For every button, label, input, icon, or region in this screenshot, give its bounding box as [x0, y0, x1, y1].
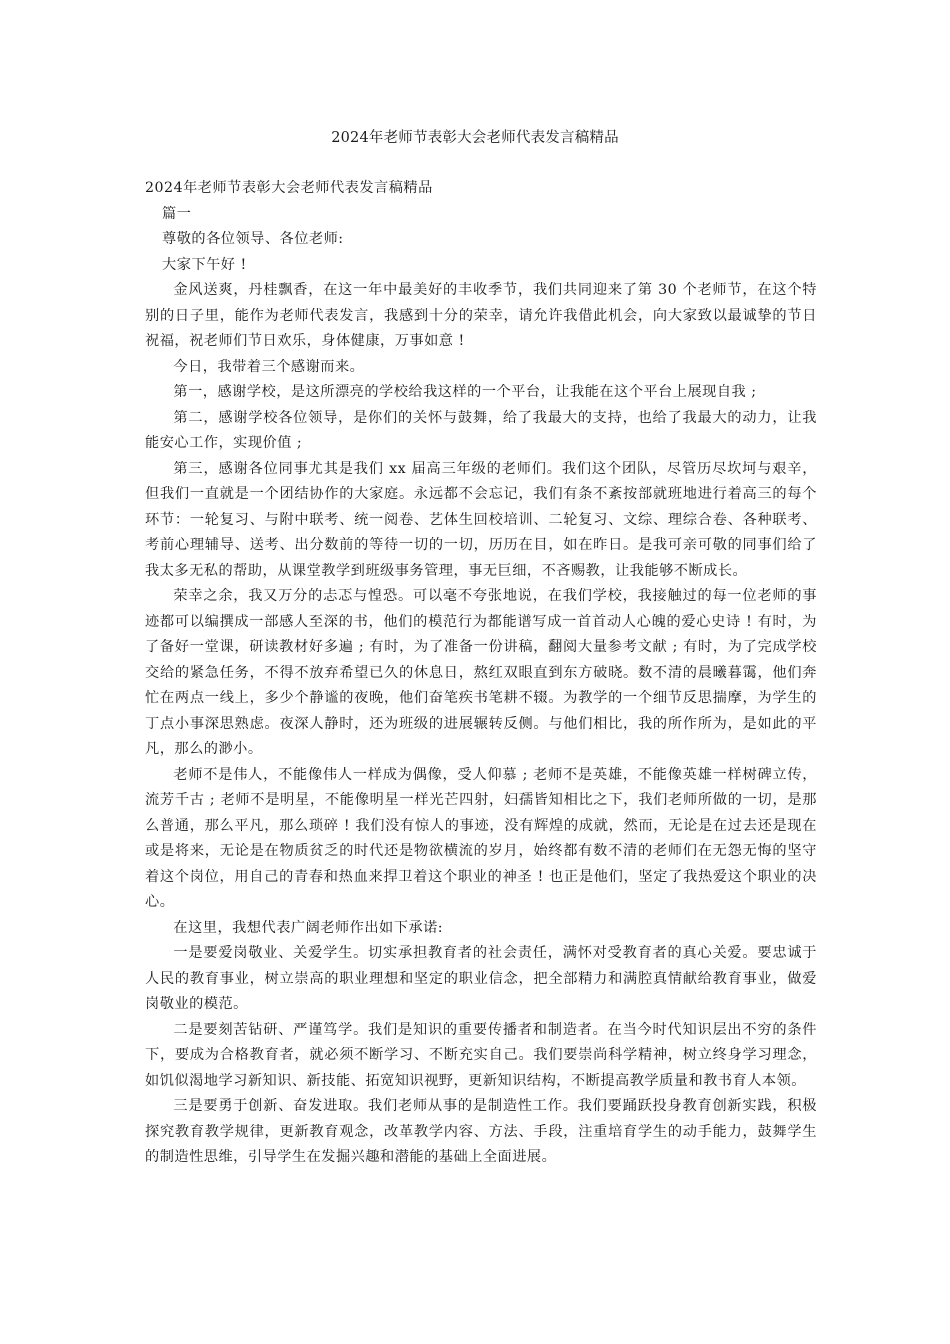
paragraph: 荣幸之余，我又万分的忐忑与惶恐。可以毫不夸张地说，在我们学校，我接触过的每一位老师的事迹都可以编撰成一部感人至深的书，他们的模范行为都能谱写成一首首动人心魄的爱心史诗 ! 有时，为了备好一堂课，研读教材好多遍 ; 有时，为了准备一份讲稿，翻阅大量参考文献 ; 有时，为了完成学校交给的紧急任务，不得不放弃希望已久的休息日，熬红双眼直到东方破晓。数不清的晨曦暮霭，他们奔忙在两点一线上，多少个静谧的夜晚，他们奋笔疾书笔耕不辍。为教学的一个细节反思揣摩，为学生的丁点小事深思熟虑。夜深人静时，还为班级的进展辗转反侧。与他们相比，我的所作所为，是如此的平凡，那么的渺小。	[145, 588, 817, 757]
paragraph: 二是要刻苦钻研、严谨笃学。我们是知识的重要传播者和制造者。在当今时代知识层出不穷的条件下，要成为合格教育者，就必须不断学习、不断充实自己。我们要崇尚科学精神，树立终身学习理念，如饥似渴地学习新知识、新技能、拓宽知识视野，更新知识结构，不断提高教学质量和教书育人本领。	[145, 1021, 817, 1089]
document-title: 2024年老师节表彰大会老师代表发言稿精品	[331, 130, 619, 146]
paragraph: 第一，感谢学校，是这所漂亮的学校给我这样的一个平台，让我能在这个平台上展现自我 ;	[173, 384, 757, 400]
paragraph: 第二，感谢学校各位领导，是你们的关怀与鼓舞，给了我最大的支持，也给了我最大的动力，让我能安心工作，实现价值 ;	[145, 409, 817, 451]
paragraph: 第三，感谢各位同事尤其是我们 xx 届高三年级的老师们。我们这个团队，尽管历尽坎坷与艰辛，但我们一直就是一个团结协作的大家庭。永远都不会忘记，我们有条不紊按部就班地进行着高三的每个环节：一轮复习、与附中联考、统一阅卷、艺体生回校培训、二轮复习、文综、理综合卷、各种联考、考前心理辅导、送考、出分数前的等待一切的一切，历历在目，如在昨日。是我可亲可敬的同事们给了我太多无私的帮助，从课堂教学到班级事务管理，事无巨细，不吝赐教，让我能够不断成长。	[145, 460, 817, 579]
paragraph: 在这里，我想代表广阔老师作出如下承诺:	[173, 919, 444, 936]
document-body	[145, 176, 817, 1171]
greeting: 大家下午好 !	[162, 256, 247, 273]
salutation: 尊敬的各位领导、各位老师:	[162, 231, 344, 247]
section-heading: 篇一	[162, 205, 192, 222]
paragraph: 今日，我带着三个感谢而来。	[173, 358, 365, 375]
paragraph: 老师不是伟人，不能像伟人一样成为偶像，受人仰慕 ; 老师不是英雄，不能像英雄一样树碑立传，流芳千古 ; 老师不是明星，不能像明星一样光芒四射，妇孺皆知相比之下，我们老师所做的一切，是那么普通，那么平凡，那么琐碎 ! 我们没有惊人的事迹，没有辉煌的成就，然而，无论是在过去还是现在或是将来，无论是在物质贫乏的时代还是物欲横流的岁月，始终都有数不清的老师们在无怨无悔的坚守着这个岗位，用自己的青春和热血来捍卫着这个职业的神圣 ! 也正是他们，坚定了我热爱这个职业的决心。	[145, 766, 817, 910]
paragraph: 三是要勇于创新、奋发进取。我们老师从事的是制造性工作。我们要踊跃投身教育创新实践，积极探究教育教学规律，更新教育观念，改革教学内容、方法、手段，注重培育学生的动手能力，鼓舞学生的制造性思维，引导学生在发掘兴趣和潜能的基础上全面进展。	[145, 1098, 817, 1165]
paragraph: 一是要爱岗敬业、关爱学生。切实承担教育者的社会责任，满怀对受教育者的真心关爱。要忠诚于人民的教育事业，树立崇高的职业理想和坚定的职业信念，把全部精力和满腔真情献给教育事业，做爱岗敬业的模范。	[145, 945, 817, 1012]
paragraph: 金风送爽，丹桂飘香，在这一年中最美好的丰收季节，我们共同迎来了第 30 个老师节，在这个特别的日子里，能作为老师代表发言，我感到十分的荣幸，请允许我借此机会，向大家致以最诚挚的节日祝福，祝老师们节日欢乐，身体健康，万事如意 !	[145, 282, 817, 349]
document-subtitle: 2024年老师节表彰大会老师代表发言稿精品	[145, 180, 433, 196]
